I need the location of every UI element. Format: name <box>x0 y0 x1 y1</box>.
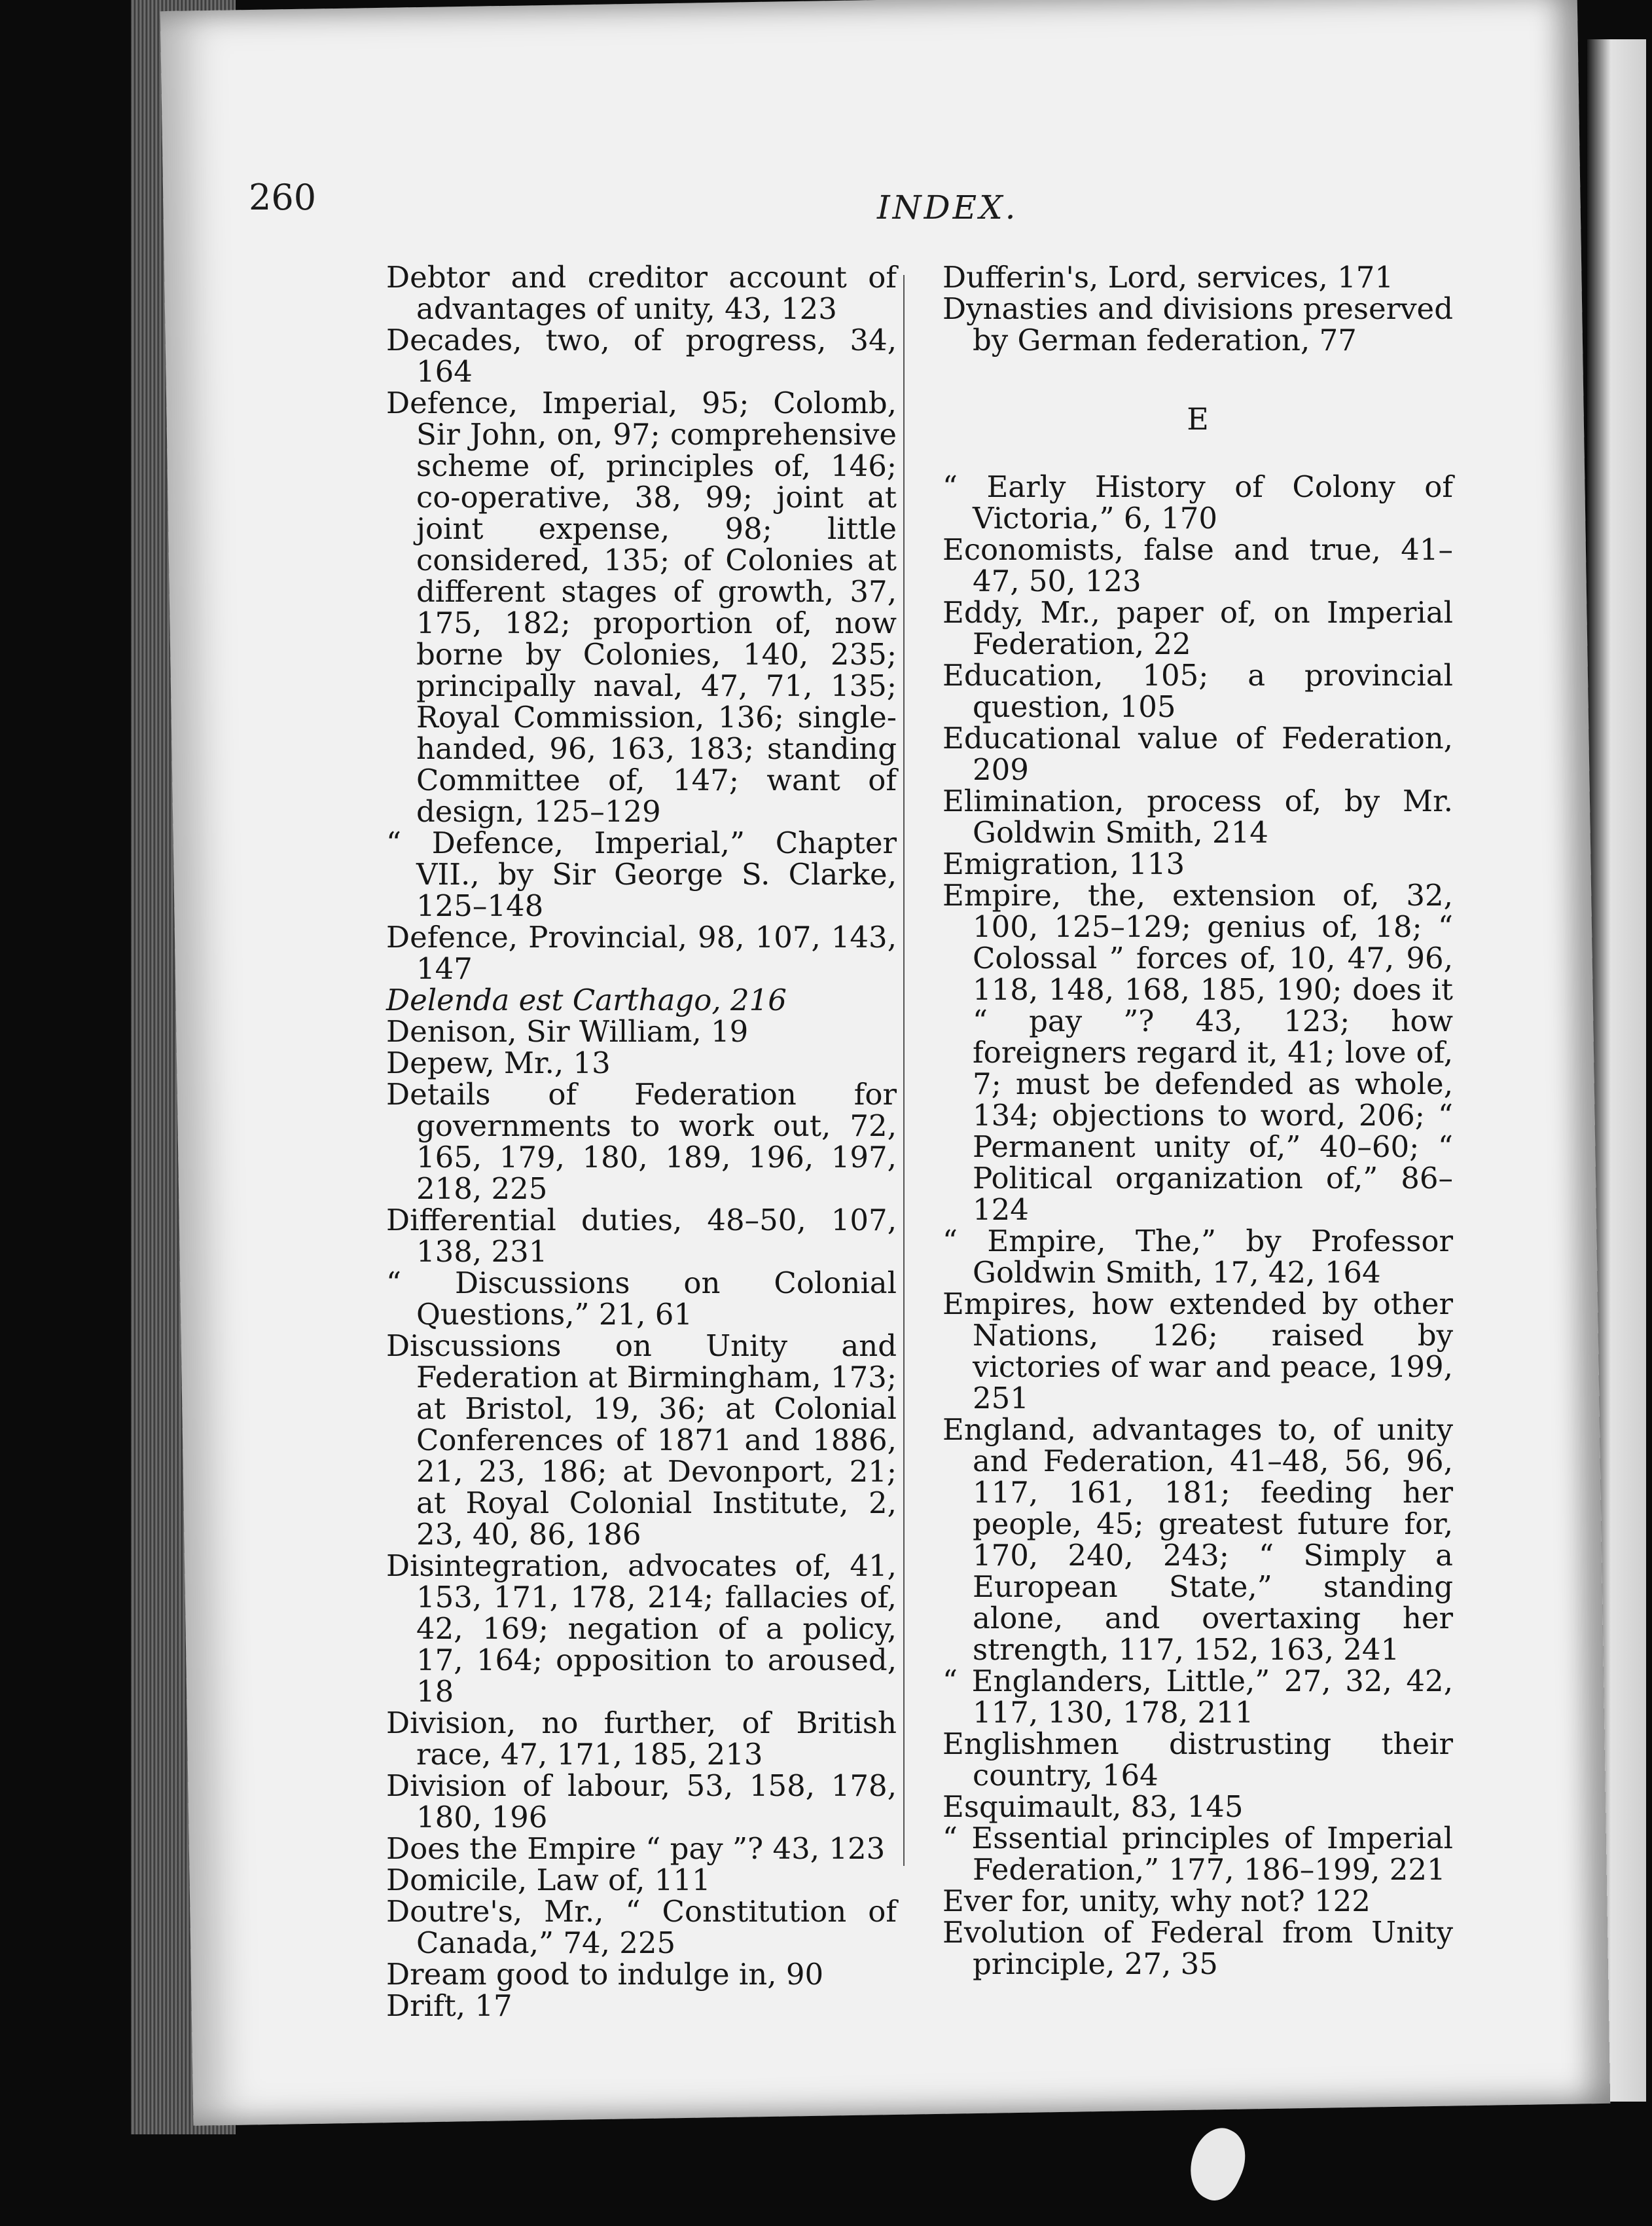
section-letter: E <box>1187 401 1209 437</box>
page-title: INDEX. <box>877 189 1018 227</box>
index-entry: Englishmen distrusting their country, 164 <box>943 1726 1453 1793</box>
index-entry: Dufferin's, Lord, services, 171 <box>943 260 1393 295</box>
index-entry: Decades, two, of progress, 34, 164 <box>386 323 897 389</box>
index-entry: Eddy, Mr., paper of, on Imperial Federation, 22 <box>943 595 1453 661</box>
index-entry: “ Englanders, Little,” 27, 32, 42, 117, 130, 178, 211 <box>943 1664 1453 1730</box>
index-entry: Doutre's, Mr., “ Constitution of Canada,” 74, 225 <box>386 1894 897 1960</box>
index-entry: “ Discussions on Colonial Questions,” 21, 61 <box>386 1266 897 1332</box>
index-entry: Empires, how extended by other Nations, 126; raised by victories of war and peace, 199, 251 <box>943 1286 1453 1415</box>
index-entry: Delenda est Carthago, 216 <box>386 983 787 1017</box>
index-entry: Defence, Imperial, 95; Colomb, Sir John, on, 97; comprehensive scheme of, principles of, 146; co-operative, 38, 99; joint at joint expense, 98; little considered, 135; of Colonies at different stages of growth, 37, 175, 182; proportion of, now borne by Colonies, 140, 235; principally naval, 47, 71, 135; Royal Commission, 136; single-handed, 96, 163, 183; standing Committee of, 147; want of design, 125–129 <box>386 386 897 829</box>
index-entry: Discussions on Unity and Federation at Birmingham, 173; at Bristol, 19, 36; at Colonial Conferences of 1871 and 1886, 21, 23, 186; at Devonport, 21; at Royal Colonial Institute, 2, 23, 40, 86, 186 <box>386 1328 897 1552</box>
index-entry: Does the Empire “ pay ”? 43, 123 <box>386 1831 886 1866</box>
index-entry: Elimination, process of, by Mr. Goldwin Smith, 214 <box>943 784 1453 850</box>
index-entry: “ Defence, Imperial,” Chapter VII., by Sir George S. Clarke, 125–148 <box>386 826 897 923</box>
running-head <box>249 177 1521 229</box>
index-entry: “ Essential principles of Imperial Federation,” 177, 186–199, 221 <box>943 1821 1453 1887</box>
index-entry: Empire, the, extension of, 32, 100, 125–129; genius of, 18; “ Colossal ” forces of, 10, 47, 96, 118, 148, 168, 185, 190; does it “ pay ”? 43, 123; how foreigners regard it, 41; love of, 7; must be defended as whole, 134; objections to word, 206; “ Permanent unity of,” 40–60; “ Political organization of,” 86–124 <box>943 878 1453 1227</box>
index-entry: Domicile, Law of, 111 <box>386 1863 711 1897</box>
index-entry: Division of labour, 53, 158, 178, 180, 196 <box>386 1768 897 1834</box>
column-divider <box>903 275 905 1866</box>
index-entry: Differential duties, 48–50, 107, 138, 231 <box>386 1203 897 1269</box>
index-entry: Division, no further, of British race, 47, 171, 185, 213 <box>386 1706 897 1772</box>
index-entry: Debtor and creditor account of advantages of unity, 43, 123 <box>386 260 897 326</box>
index-entry: Depew, Mr., 13 <box>386 1046 611 1080</box>
index-entry: “ Early History of Colony of Victoria,” 6, 170 <box>943 469 1453 536</box>
index-entry: Evolution of Federal from Unity principle, 27, 35 <box>943 1915 1453 1981</box>
index-entry: Economists, false and true, 41–47, 50, 123 <box>943 532 1453 598</box>
index-entry: Esquimault, 83, 145 <box>943 1789 1244 1824</box>
index-entry: Dream good to indulge in, 90 <box>386 1957 824 1992</box>
index-entry: “ Empire, The,” by Professor Goldwin Smith, 17, 42, 164 <box>943 1224 1453 1290</box>
index-entry: Dynasties and divisions preserved by German federation, 77 <box>943 291 1453 357</box>
index-entry: Disintegration, advocates of, 41, 153, 171, 178, 214; fallacies of, 42, 169; negation of a policy, 17, 164; opposition to aroused, 18 <box>386 1548 897 1709</box>
index-entry: Defence, Provincial, 98, 107, 143, 147 <box>386 920 897 986</box>
index-entry: Denison, Sir William, 19 <box>386 1014 749 1049</box>
index-entry: Emigration, 113 <box>943 847 1185 881</box>
index-column-left <box>386 262 897 2022</box>
index-entry: Drift, 17 <box>386 1988 512 2023</box>
index-column-right <box>943 262 1453 1980</box>
index-entry: Details of Federation for governments to work out, 72, 165, 179, 180, 189, 196, 197, 218, 225 <box>386 1077 897 1206</box>
index-entry: Education, 105; a provincial question, 105 <box>943 658 1453 724</box>
index-entry: England, advantages to, of unity and Federation, 41–48, 56, 96, 117, 161, 181; feeding her people, 45; greatest future for, 170, 240, 243; “ Simply a European State,” standing alone, and overtaxing her strength, 117, 152, 163, 241 <box>943 1412 1453 1667</box>
index-entry: Ever for, unity, why not? 122 <box>943 1884 1371 1918</box>
scan-smudge <box>1179 2120 1257 2208</box>
index-entry: Educational value of Federation, 209 <box>943 721 1453 787</box>
page-number: 260 <box>249 177 317 218</box>
